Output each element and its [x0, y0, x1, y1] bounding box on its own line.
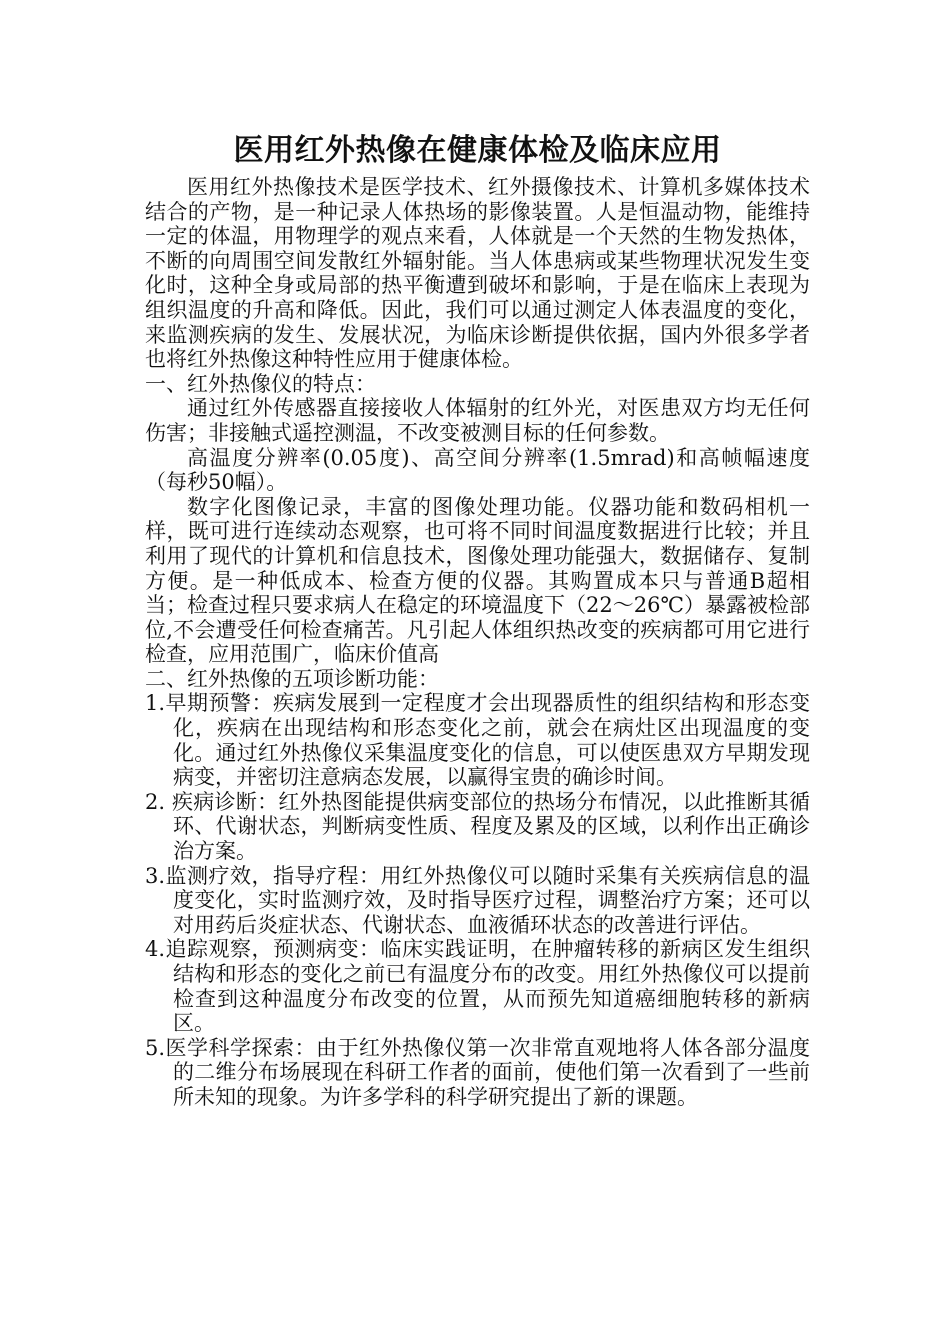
- list-item-number: 4.: [145, 937, 166, 962]
- list-item-text: 早期预警：疾病发展到一定程度才会出现器质性的组织结构和形态变化，疾病在出现结构和形态变化之前，就会在病灶区出现温度的变化。通过红外热像仪采集温度变化的信息，可以使医患双方早期发现病变，并密切注意病态发展，以赢得宝贵的确诊时间。: [165, 691, 810, 790]
- list-item: [145, 937, 810, 1035]
- list-item: [145, 1036, 810, 1110]
- section-heading-functions: 二、红外热像的五项诊断功能：: [145, 666, 439, 691]
- list-item-text: 监测疗效，指导疗程：用红外热像仪可以随时采集有关疾病信息的温度变化，实时监测疗效，及时指导医疗过程，调整治疗方案；还可以对用药后炎症状态、代谢状态、血液循环状态的改善进行评估。: [165, 863, 810, 937]
- list-item-text: 疾病诊断：红外热图能提供病变部位的热场分布情况，以此推断其循环、代谢状态，判断病变性质、程度及累及的区域，以利作出正确诊治方案。: [172, 789, 811, 864]
- list-item-number: 1.: [145, 691, 166, 716]
- intro-paragraph: 医用红外热像技术是医学技术、红外摄像技术、计算机多媒体技术结合的产物，是一种记录人体热场的影像装置。人是恒温动物，能维持一定的体温，用物理学的观点来看，人体就是一个天然的生物发热体，不断的向周围空间发散红外辐射能。当人体患病或某些物理状况发生变化时，这种全身或局部的热平衡遭到破坏和影响，于是在临床上表现为组织温度的升高和降低。因此，我们可以通过测定人体表温度的变化，来监测疾病的发生、发展状况，为临床诊断提供依据，国内外很多学者也将红外热像这种特性应用于健康体检。: [145, 175, 810, 372]
- section-heading-features: 一、红外热像仪的特点：: [145, 371, 376, 396]
- feature-paragraph: 高温度分辨率(0.05度)、高空间分辨率(1.5mrad)和高帧幅速度（每秒50幅）。: [145, 445, 810, 495]
- document-page: [145, 128, 810, 1110]
- list-item-number: 3.: [145, 863, 166, 888]
- list-item: [145, 691, 810, 789]
- document-title: 医用红外热像在健康体检及临床应用: [233, 133, 722, 168]
- list-item-number: 5.: [145, 1035, 166, 1060]
- list-item-text: 医学科学探索：由于红外热像仪第一次非常直观地将人体各部分温度的二维分布场展现在科研工作者的面前，使他们第一次看到了一些前所未知的现象。为许多学科的科学研究提出了新的课题。: [165, 1035, 810, 1109]
- list-item: [145, 864, 810, 938]
- feature-paragraph: 通过红外传感器直接接收人体辐射的红外光，对医患双方均无任何伤害；非接触式遥控测温，不改变被测目标的任何参数。: [145, 396, 810, 445]
- list-item: [145, 790, 810, 864]
- list-item-number: 2.: [145, 789, 172, 814]
- feature-paragraph: 数字化图像记录，丰富的图像处理功能。仪器功能和数码相机一样，既可进行连续动态观察，也可将不同时间温度数据进行比较；并且利用了现代的计算机和信息技术，图像处理功能强大，数据储存、复制方便。是一种低成本、检查方便的仪器。其购置成本只与普通B超相当；检查过程只要求病人在稳定的环境温度下（22～26℃）暴露被检部位,不会遭受任何检查痛苦。凡引起人体组织热改变的疾病都可用它进行检查，应用范围广，临床价值高: [145, 494, 810, 667]
- list-item-text: 追踪观察，预测病变：临床实践证明，在肿瘤转移的新病区发生组织结构和形态的变化之前已有温度分布的改变。用红外热像仪可以提前检查到这种温度分布改变的位置，从而预先知道癌细胞转移的新病区。: [165, 937, 810, 1036]
